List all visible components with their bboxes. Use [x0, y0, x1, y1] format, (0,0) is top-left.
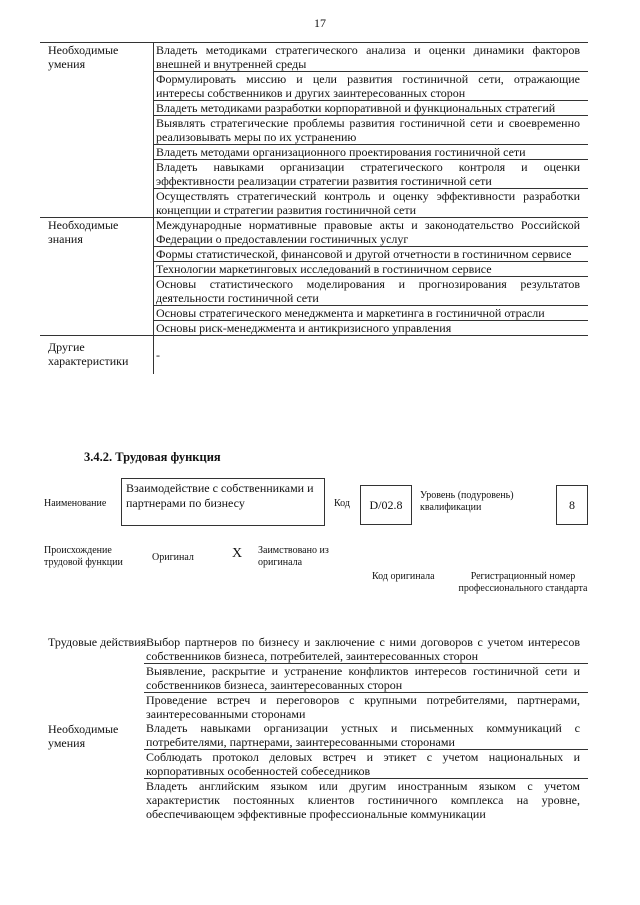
origin-label: Происхождение трудовой функции	[44, 545, 123, 568]
page-number: 17	[314, 16, 326, 30]
list-item: Владеть навыками организации устных и письменных коммуникаций с потребителями, партнерами, заинтересованными сторонами	[144, 721, 588, 750]
borrowed-label: Заимствовано из оригинала	[258, 545, 329, 568]
row-label: Другие характеристики	[48, 340, 129, 368]
list-item: Выбор партнеров по бизнесу и заключение с ними договоров с учетом интересов собственников бизнеса, потребителей, заинтересованных сторон	[144, 633, 588, 664]
original-code-label: Код оригинала	[372, 571, 435, 582]
labor-function-table	[40, 633, 588, 821]
code-box	[360, 485, 412, 525]
row-label: Трудовые действия	[48, 635, 147, 649]
table-row	[40, 335, 588, 374]
table-row	[40, 721, 588, 821]
original-mark: X	[232, 546, 243, 561]
original-label: Оригинал	[152, 552, 194, 563]
function-name-box	[121, 478, 325, 526]
list-item: Выявлять стратегические проблемы развития гостиничной сети и своевременно реализовывать меры по их устранению	[154, 116, 588, 145]
list-item: Формулировать миссию и цели развития гостиничной сети, отражающие интересы собственников и других заинтересованных сторон	[154, 72, 588, 101]
list-item: Основы риск-менеджмента и антикризисного управления	[156, 321, 452, 335]
row-label: Необходимые знания	[48, 218, 119, 246]
list-item: Выявление, раскрытие и устранение конфликтов интересов гостиничной сети и собственников бизнеса, заинтересованных сторон	[144, 664, 588, 693]
row-label: Необходимые умения	[48, 43, 119, 71]
list-item: Владеть английским языком или другим иностранным языком с учетом характеристик постоянных клиентов гостиничного комплекса на уровне, обеспечивающем эффективные профессиональные коммуникации	[146, 779, 580, 821]
code-value: D/02.8	[369, 498, 403, 512]
row-items	[144, 721, 588, 821]
list-item: Проведение встреч и переговоров с крупными потребителями, партнерами, заинтересованными сторонами	[146, 693, 580, 721]
level-value: 8	[569, 498, 575, 512]
list-item: Владеть навыками организации стратегического контроля и оценки эффективности реализации стратегии развития гостиничной сети	[154, 160, 588, 189]
skills-knowledge-table	[40, 42, 588, 374]
code-label: Код	[334, 498, 350, 509]
row-items	[144, 633, 588, 721]
level-box	[556, 485, 588, 525]
row-items	[153, 43, 588, 217]
table-row	[40, 217, 588, 335]
list-item: Основы стратегического менеджмента и маркетинга в гостиничной отрасли	[154, 306, 588, 321]
reg-number-label: Регистрационный номер профессионального стандарта	[458, 571, 588, 594]
table-row	[40, 42, 588, 217]
list-item: Основы статистического моделирования и прогнозирования результатов деятельности гостиничной сети	[154, 277, 588, 306]
row-items	[153, 336, 588, 374]
section-heading: 3.4.2. Трудовая функция	[84, 450, 221, 464]
row-items	[153, 218, 588, 335]
name-label: Наименование	[44, 498, 107, 509]
list-item: Технологии маркетинговых исследований в гостиничном сервисе	[154, 262, 588, 277]
list-item: Осуществлять стратегический контроль и оценку эффективности разработки концепции и стратегии развития гостиничной сети	[156, 189, 580, 217]
list-item: Соблюдать протокол деловых встреч и этикет с учетом национальных и корпоративных особенностей собеседников	[144, 750, 588, 779]
list-item: Международные нормативные правовые акты и законодательство Российской Федерации о предоставлении гостиничных услуг	[154, 218, 588, 247]
level-label: Уровень (подуровень) квалификации	[420, 490, 514, 513]
list-item: Владеть методиками разработки корпоративной и функциональных стратегий	[154, 101, 588, 116]
list-item: Владеть методами организационного проектирования гостиничной сети	[154, 145, 588, 160]
list-item: -	[156, 348, 160, 362]
table-row	[40, 633, 588, 721]
function-name: Взаимодействие с собственниками и партнерами по бизнесу	[126, 481, 314, 510]
list-item: Формы статистической, финансовой и другой отчетности в гостиничном сервисе	[154, 247, 588, 262]
list-item: Владеть методиками стратегического анализа и оценки динамики факторов внешней и внутренней среды	[154, 43, 588, 72]
row-label: Необходимые умения	[48, 722, 119, 750]
